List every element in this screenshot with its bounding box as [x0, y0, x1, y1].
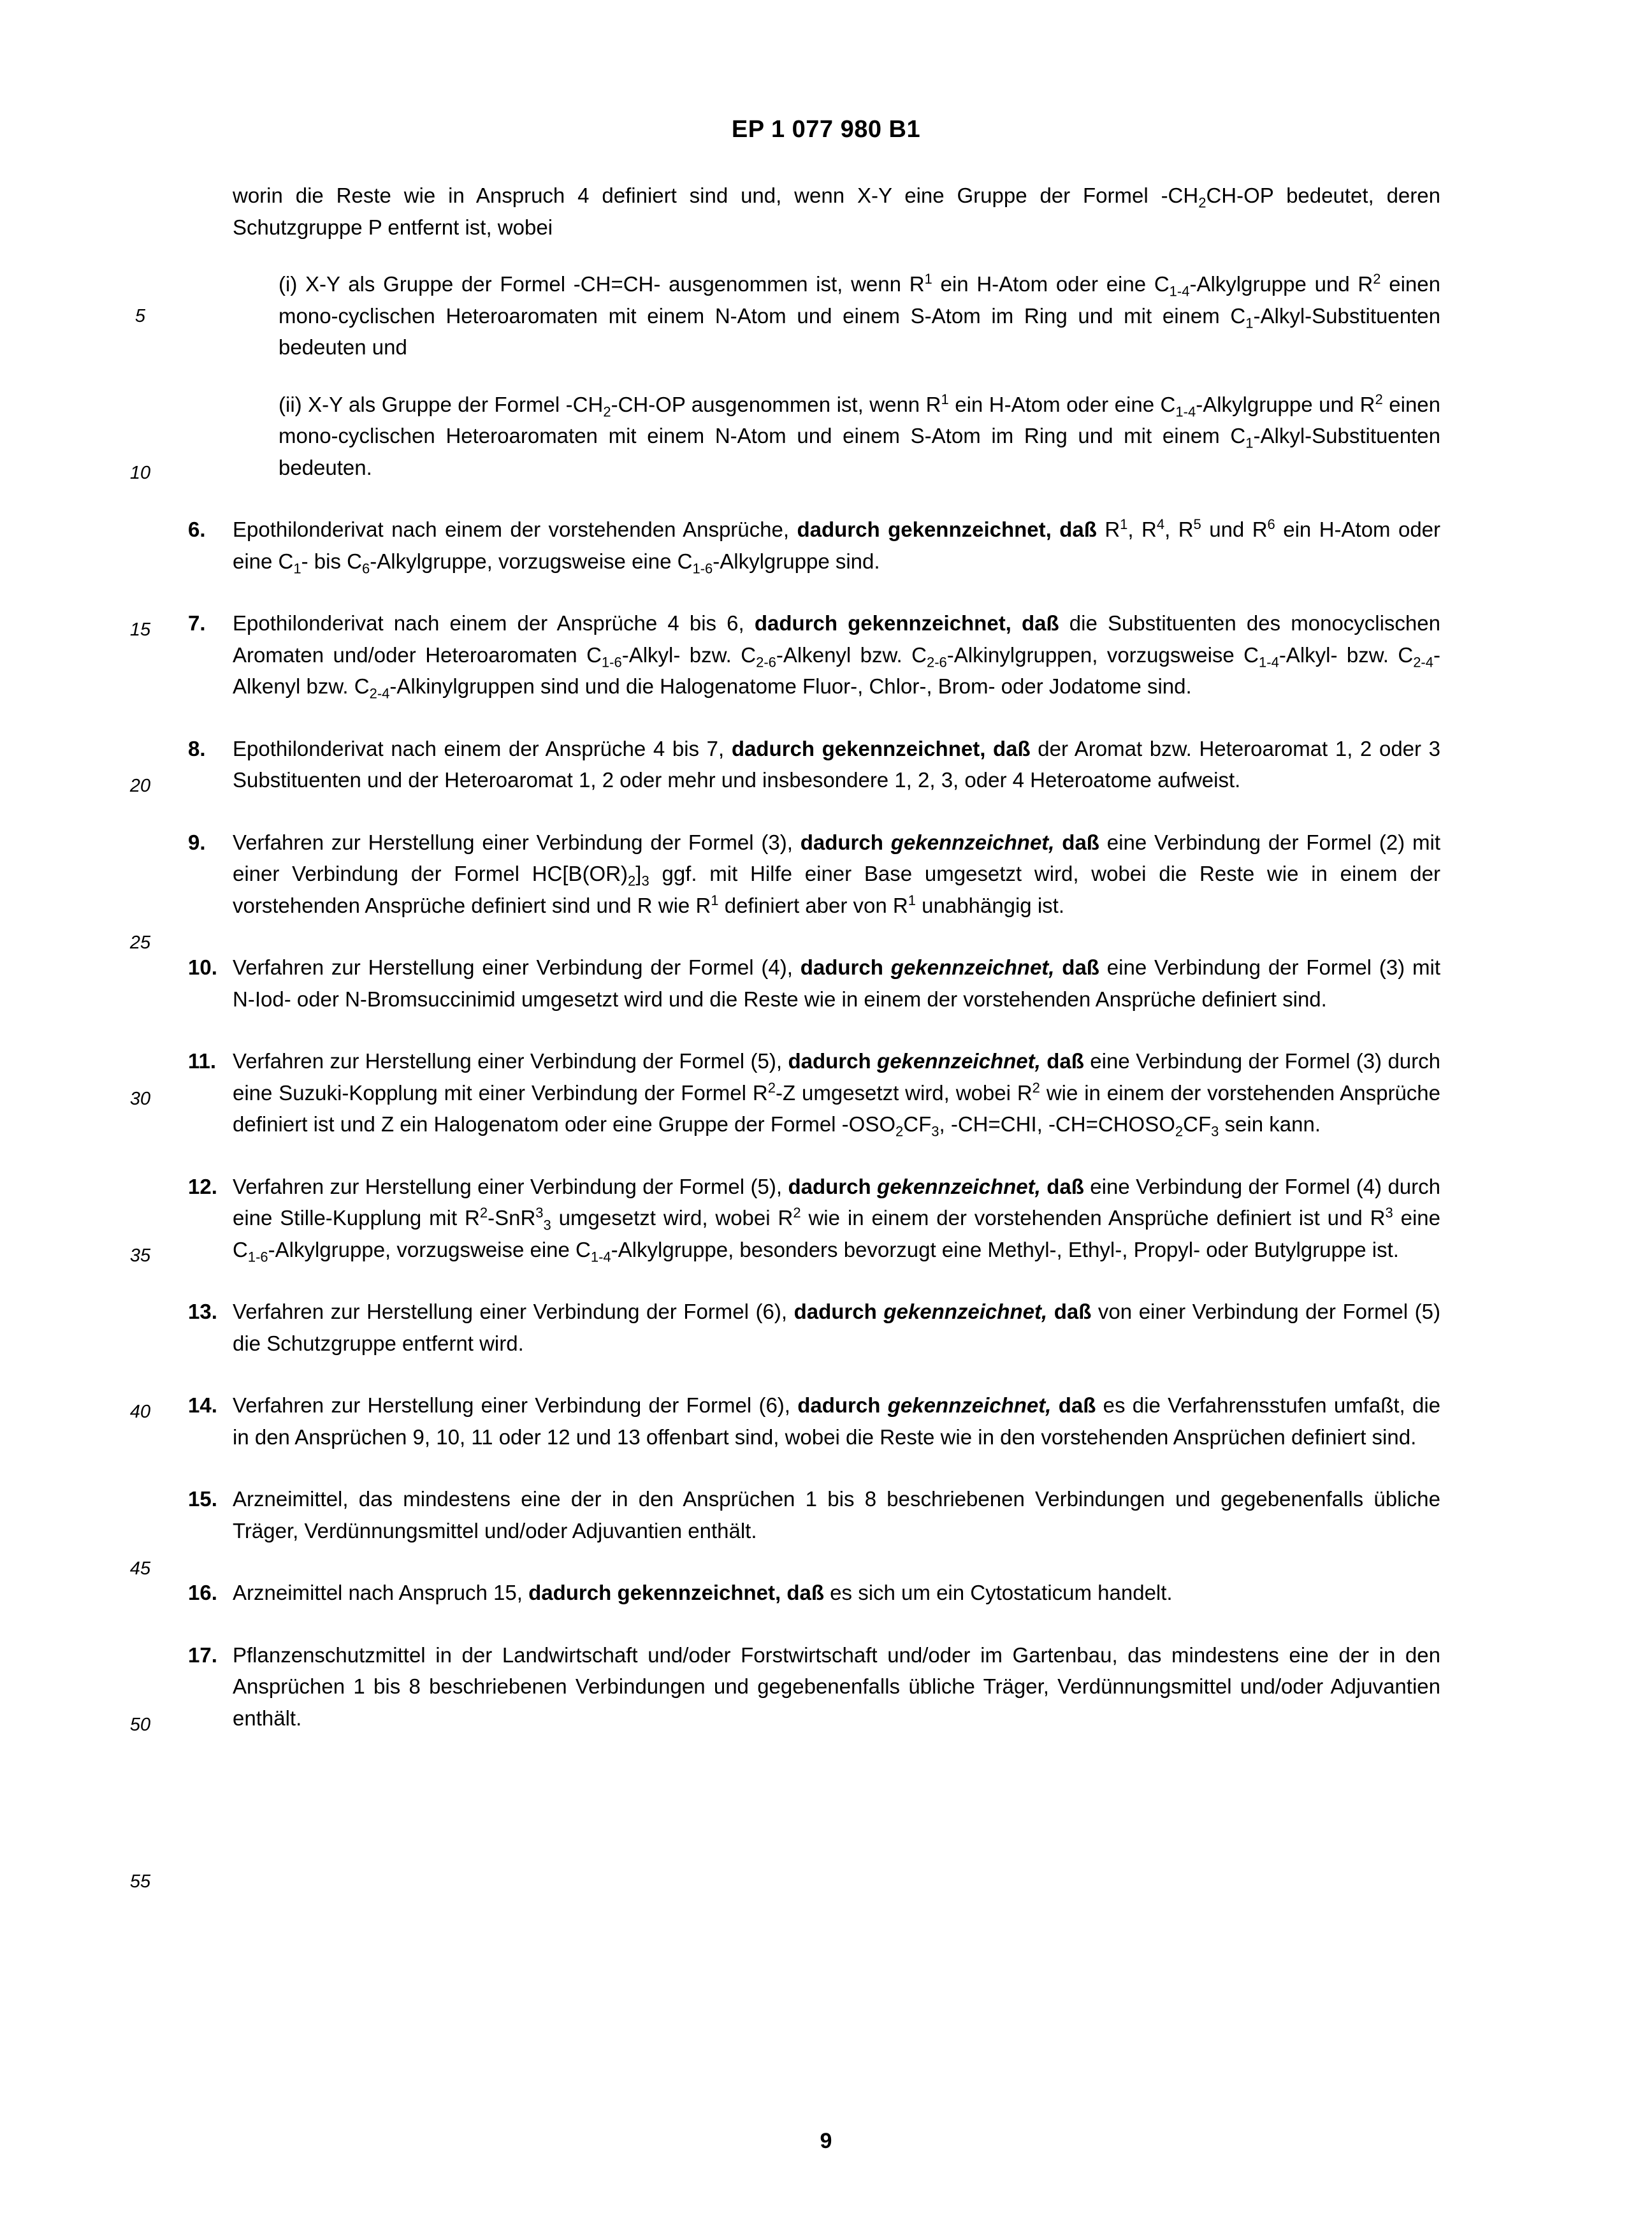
claim-number: 11. — [188, 1049, 217, 1073]
claim-number: 16. — [188, 1581, 217, 1604]
claim-number: 6. — [188, 518, 206, 541]
claim-6 — [188, 514, 1441, 577]
line-number: 45 — [129, 1558, 151, 1579]
claim-8 — [188, 733, 1440, 796]
claim-number: 10. — [188, 955, 217, 979]
claim-text: Verfahren zur Herstellung einer Verbindung der Formel (5), dadurch gekennzeichnet, daß eine Verbindung der Formel (3) durch eine Suzuki-Kopplung mit einer Verbindung der Formel $R^2-Z$ umgesetzt wird, wobei $R^2$ wie in einem der vorstehenden Ansprüche definiert ist und Z ein Halogenatom oder eine Gruppe der Formel $-OSO_2CF_3$, -CH=CHI, $-CH=CHOSO_2CF_3$ sein kann. — [233, 1049, 1440, 1140]
claim-text: Epothilonderivat nach einem der Ansprüche 4 bis 6, dadurch gekennzeichnet, daß die Substituenten des monocyclischen Aromaten und/oder Heteroaromaten $C_{1-6}-Alkyl-$ bzw. $C_{2-6}$-Alkenyl bzw. $C_{2-6}$-Alkinylgruppen, vorzugsweise $C_{1-4}-Alkyl-$ bzw. $C_{2-4}$-Alkenyl bzw. $C_{2-4}$-Alkinylgruppen sind und die Halogenatome Fluor-, Chlor-, Brom- oder Jodatome sind. — [233, 611, 1440, 702]
claim-9 — [188, 827, 1440, 922]
claim-number: 12. — [188, 1174, 217, 1198]
subclause-i: (i) X-Y als Gruppe der Formel -CH=CH- ausgenommen ist, wenn $R^1$ ein H-Atom oder eine $C_{1-4}$-Alkylgruppe und $R^2$ einen mono-cyclischen Heteroaromaten mit einem N-Atom und einem S-Atom im Ring und mit einem $C_1-Alkyl$-Substituenten bedeuten und — [279, 271, 1440, 359]
line-number: 15 — [129, 620, 151, 640]
claim-12 — [188, 1171, 1440, 1266]
claim-15 — [188, 1483, 1440, 1546]
line-number: 5 — [134, 306, 146, 326]
line-number: 20 — [129, 776, 151, 796]
claim-10 — [188, 952, 1440, 1015]
claim-14 — [188, 1390, 1441, 1453]
page-number: 9 — [820, 2129, 832, 2153]
line-number: 30 — [129, 1089, 151, 1109]
claim-text: Verfahren zur Herstellung einer Verbindung der Formel (4), dadurch gekennzeichnet, daß eine Verbindung der Formel (3) mit N-Iod- oder N-Bromsuccinimid umgesetzt wird und die Reste wie in einem der vorstehenden Ansprüche definiert sind. — [233, 955, 1440, 1011]
claim-number: 9. — [188, 830, 206, 854]
claim-11 — [188, 1045, 1440, 1140]
claim-number: 17. — [188, 1643, 217, 1667]
claim-text: Verfahren zur Herstellung einer Verbindung der Formel (6), dadurch gekennzeichnet, daß von einer Verbindung der Formel (5) die Schutzgruppe entfernt wird. — [233, 1300, 1441, 1355]
claim-number: 8. — [188, 736, 206, 760]
claim-text: Pflanzenschutzmittel in der Landwirtschaft und/oder Forstwirtschaft und/oder im Gartenbau, das mindestens eine der in den Ansprüchen 1 bis 8 beschriebenen Verbindungen und gegebenenfalls übliche Träger, Verdünnungsmittel und/oder Adjuvantien enthält. — [233, 1643, 1440, 1730]
line-number: 55 — [129, 1871, 151, 1892]
subclause-ii: (ii) X-Y als Gruppe der Formel $-CH_2-CH-OP$ ausgenommen ist, wenn $R^1$ ein H-Atom oder eine $C_{1-4}$-Alkylgruppe und $R^2$ einen mono-cyclischen Heteroaromaten mit einem N-Atom und einem S-Atom im Ring und mit einem $C_1-Alkyl$-Substituenten bedeuten. — [279, 391, 1441, 479]
claim-number: 15. — [188, 1487, 217, 1511]
claim-text: Verfahren zur Herstellung einer Verbindung der Formel (3), dadurch gekennzeichnet, daß eine Verbindung der Formel (2) mit einer Verbindung der Formel $HC[B(OR)_2]_3$ ggf. mit Hilfe einer Base umgesetzt wird, wobei die Reste wie in einem der vorstehenden Ansprüche definiert sind und R wie $R^1$ definiert aber von $R^1$ unabhängig ist. — [233, 830, 1440, 917]
claim-text: Verfahren zur Herstellung einer Verbindung der Formel (6), dadurch gekennzeichnet, daß es die Verfahrensstufen umfaßt, die in den Ansprüchen 9, 10, 11 oder 12 und 13 offenbart sind, wobei die Reste wie in den vorstehenden Ansprüchen definiert sind. — [233, 1393, 1441, 1449]
line-number: 10 — [129, 463, 151, 483]
page-header: EP 1 077 980 B1 — [731, 116, 921, 143]
line-number: 40 — [129, 1402, 151, 1422]
claim-number: 13. — [188, 1300, 217, 1323]
claim-7 — [188, 607, 1440, 702]
claim-13 — [188, 1296, 1441, 1359]
claim-text: Epothilonderivat nach einem der Ansprüche 4 bis 7, dadurch gekennzeichnet, daß der Aromat bzw. Heteroaromat 1, 2 oder 3 Substituenten und der Heteroaromat 1, 2 oder mehr und insbesondere 1, 2, 3, oder 4 Heteroatome aufweist. — [233, 736, 1440, 792]
claim-17 — [188, 1639, 1440, 1734]
claim-text: Verfahren zur Herstellung einer Verbindung der Formel (5), dadurch gekennzeichnet, daß eine Verbindung der Formel (4) durch eine Stille-Kupplung mit $R^2-SnR^3_3$ umgesetzt wird, wobei $R^2$ wie in einem der vorstehenden Ansprüche definiert ist und $R^3$ eine $C_{1-6}$-Alkylgruppe, vorzugsweise eine $C_{1-4}$-Alkylgruppe, besonders bevorzugt eine Methyl-, Ethyl-, Propyl- oder Butylgruppe ist. — [233, 1174, 1440, 1265]
claim-text: Arzneimittel, das mindestens eine der in den Ansprüchen 1 bis 8 beschriebenen Verbindungen und gegebenenfalls übliche Träger, Verdünnungsmittel und/oder Adjuvantien enthält. — [233, 1487, 1440, 1543]
line-number: 35 — [129, 1245, 151, 1266]
claim-text: Arzneimittel nach Anspruch 15, dadurch gekennzeichnet, daß es sich um ein Cytostaticum handelt. — [233, 1581, 1173, 1604]
claims-body — [188, 180, 1441, 1734]
claim-number: 7. — [188, 611, 206, 635]
claim-16 — [188, 1577, 1440, 1609]
line-number: 25 — [129, 933, 151, 953]
lead-paragraph: worin die Reste wie in Anspruch 4 definiert sind und, wenn X-Y eine Gruppe der Formel $-CH_2CH-OP$ bedeutet, deren Schutzgruppe P entfernt ist, wobei — [233, 184, 1440, 239]
line-number: 50 — [129, 1715, 151, 1735]
claim-text: Epothilonderivat nach einem der vorstehenden Ansprüche, dadurch gekennzeichnet, daß $R^1$, $R^4$, $R^5$ und $R^6$ ein H-Atom oder eine $C_1-$ bis $C_6$-Alkylgruppe, vorzugsweise eine $C_{1-6}$-Alkylgruppe sind. — [233, 516, 1441, 577]
claim-number: 14. — [188, 1393, 217, 1417]
